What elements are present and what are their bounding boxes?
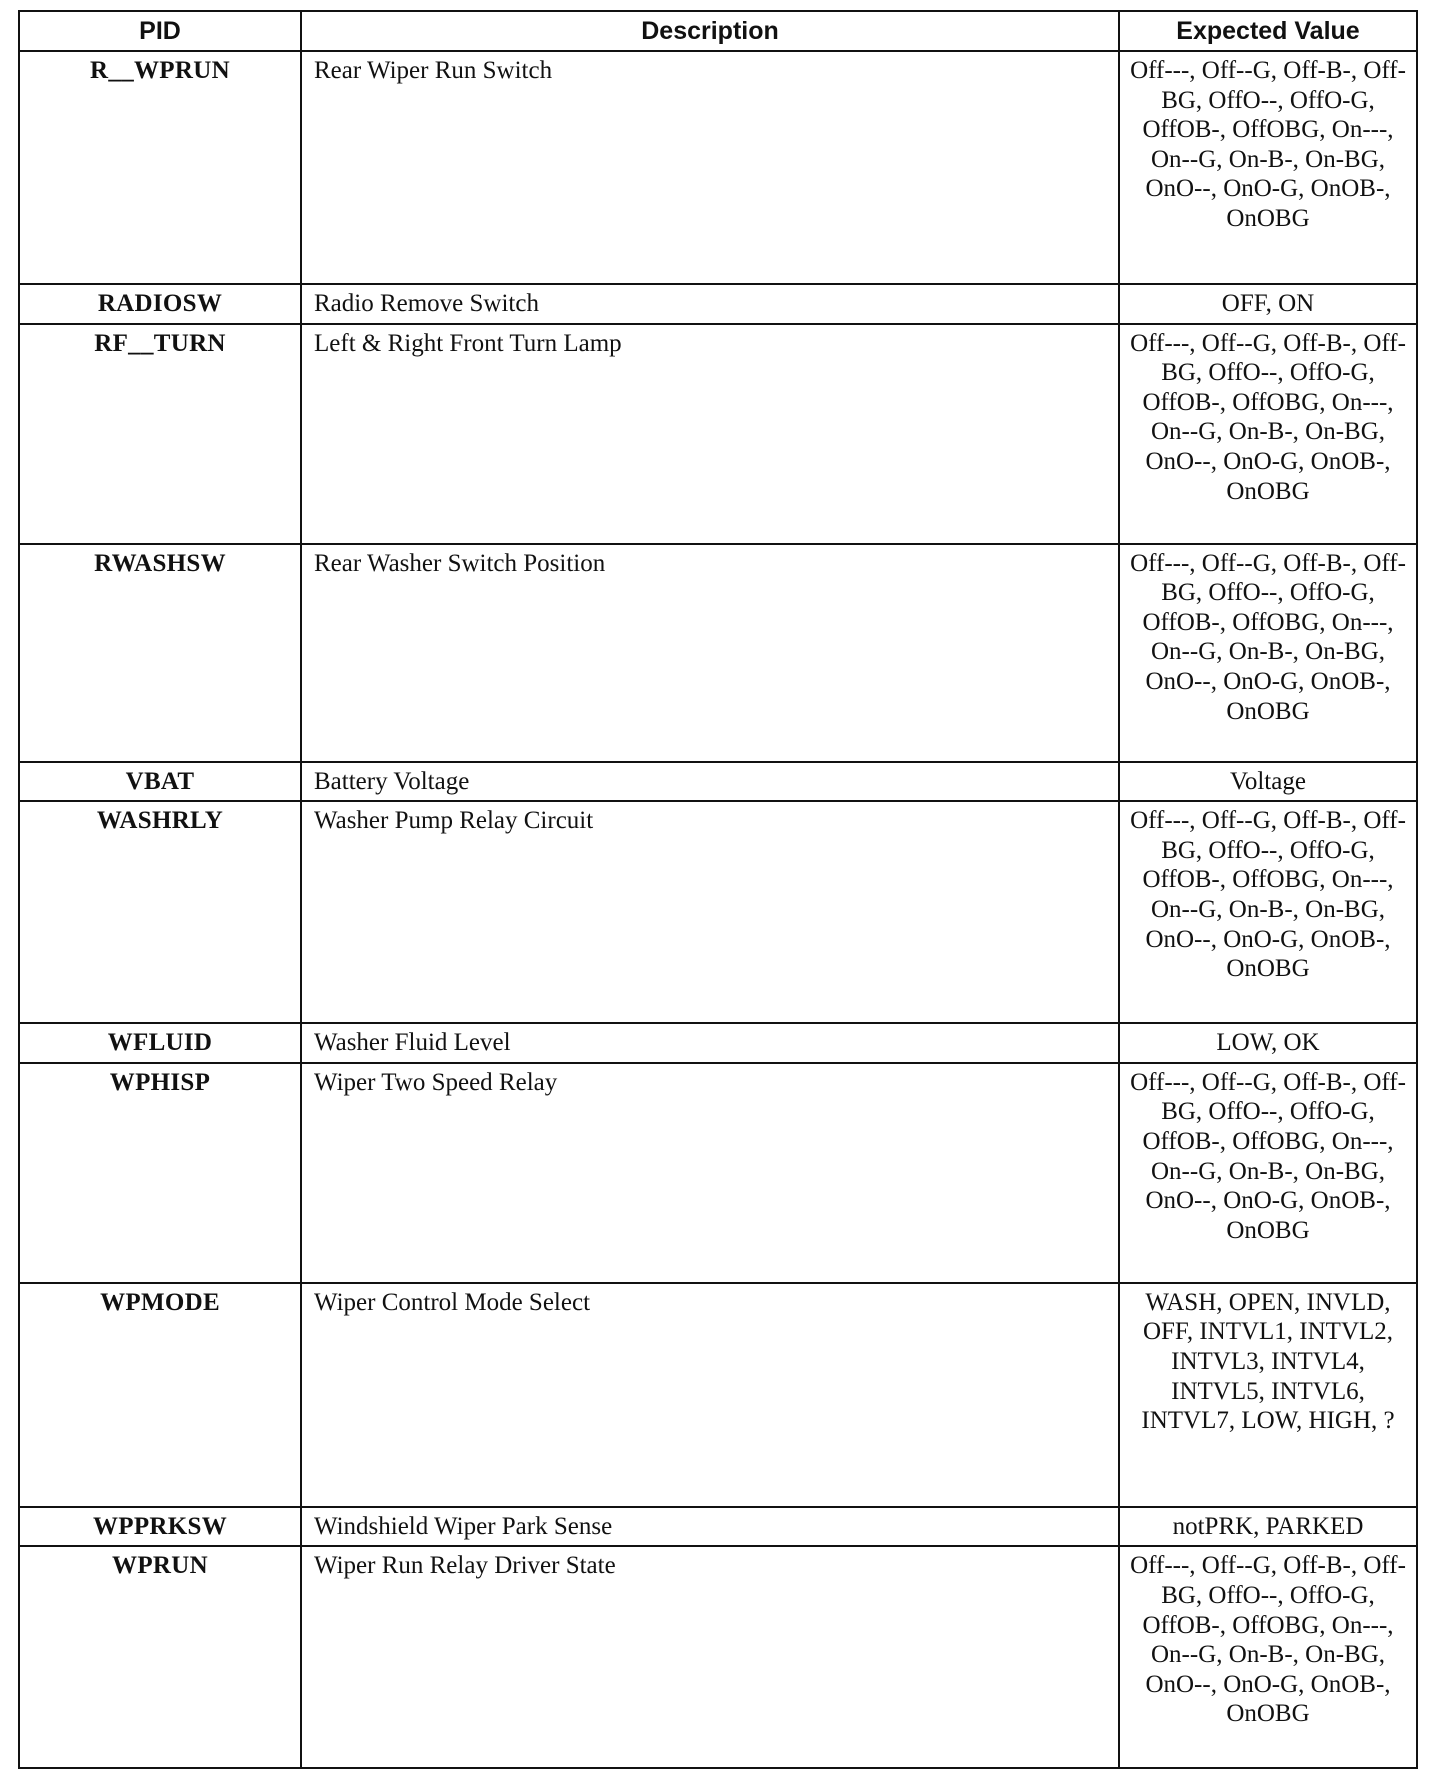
header-expected-value: Expected Value (1119, 11, 1417, 51)
description-cell: Rear Wiper Run Switch (301, 51, 1119, 284)
description-cell: Rear Washer Switch Position (301, 544, 1119, 762)
pid-cell (19, 1546, 301, 1768)
pid-value: VBAT (125, 767, 195, 795)
description-cell: Wiper Two Speed Relay (301, 1063, 1119, 1283)
pid-table (18, 10, 1418, 1769)
expected-value-cell: Off---, Off--G, Off-B-, Off-BG, OffO--, OffO-G, OffOB-, OffOBG, On---, On--G, On-B-, On-BG, OnO--, OnO-G, OnOB-, OnOBG (1119, 324, 1417, 544)
table-row (19, 51, 1417, 284)
pid-value: R__WPRUN (90, 57, 230, 84)
document-page (18, 10, 1416, 1769)
table-row (19, 1023, 1417, 1063)
pid-cell (19, 1023, 301, 1063)
description-cell: Radio Remove Switch (301, 284, 1119, 324)
pid-cell (19, 544, 301, 762)
table-row (19, 1546, 1417, 1768)
table-row (19, 284, 1417, 324)
pid-value: WFLUID (107, 1029, 213, 1057)
table-row (19, 1063, 1417, 1283)
description-cell: Battery Voltage (301, 762, 1119, 802)
table-row (19, 1283, 1417, 1507)
table-row (19, 544, 1417, 762)
table-row (19, 1507, 1417, 1547)
table-row (19, 762, 1417, 802)
pid-cell (19, 284, 301, 324)
description-cell: Wiper Run Relay Driver State (301, 1546, 1119, 1768)
expected-value-cell: Off---, Off--G, Off-B-, Off-BG, OffO--, OffO-G, OffOB-, OffOBG, On---, On--G, On-B-, On-BG, OnO--, OnO-G, OnOB-, OnOBG (1119, 51, 1417, 284)
expected-value-cell: notPRK, PARKED (1119, 1507, 1417, 1547)
pid-value: WPHISP (109, 1068, 211, 1096)
pid-value: WPMODE (100, 1288, 220, 1316)
expected-value-cell: WASH, OPEN, INVLD, OFF, INTVL1, INTVL2, INTVL3, INTVL4, INTVL5, INTVL6, INTVL7, LOW, HIGH, ? (1119, 1283, 1417, 1507)
description-cell: Wiper Control Mode Select (301, 1283, 1119, 1507)
pid-cell (19, 762, 301, 802)
pid-cell (19, 1063, 301, 1283)
pid-cell (19, 1507, 301, 1547)
expected-value-cell: Off---, Off--G, Off-B-, Off-BG, OffO--, OffO-G, OffOB-, OffOBG, On---, On--G, On-B-, On-BG, OnO--, OnO-G, OnOB-, OnOBG (1119, 801, 1417, 1023)
pid-value: RADIOSW (97, 290, 223, 317)
pid-value: WPPRKSW (92, 1512, 228, 1540)
description-cell: Windshield Wiper Park Sense (301, 1507, 1119, 1547)
table-row (19, 324, 1417, 544)
table-row (19, 801, 1417, 1023)
expected-value-cell: Voltage (1119, 762, 1417, 802)
pid-value: RWASHSW (94, 549, 226, 577)
pid-cell (19, 51, 301, 284)
expected-value-cell: Off---, Off--G, Off-B-, Off-BG, OffO--, OffO-G, OffOB-, OffOBG, On---, On--G, On-B-, On-BG, OnO--, OnO-G, OnOB-, OnOBG (1119, 1546, 1417, 1768)
description-cell: Washer Pump Relay Circuit (301, 801, 1119, 1023)
description-cell: Left & Right Front Turn Lamp (301, 324, 1119, 544)
expected-value-cell: LOW, OK (1119, 1023, 1417, 1063)
expected-value-cell: Off---, Off--G, Off-B-, Off-BG, OffO--, OffO-G, OffOB-, OffOBG, On---, On--G, On-B-, On-BG, OnO--, OnO-G, OnOB-, OnOBG (1119, 544, 1417, 762)
pid-cell (19, 801, 301, 1023)
pid-value: WPRUN (112, 1552, 208, 1580)
description-cell: Washer Fluid Level (301, 1023, 1119, 1063)
table-header-row (19, 11, 1417, 51)
header-description: Description (301, 11, 1119, 51)
header-pid: PID (19, 11, 301, 51)
pid-value: WASHRLY (96, 807, 224, 835)
expected-value-cell: Off---, Off--G, Off-B-, Off-BG, OffO--, OffO-G, OffOB-, OffOBG, On---, On--G, On-B-, On-BG, OnO--, OnO-G, OnOB-, OnOBG (1119, 1063, 1417, 1283)
pid-cell (19, 324, 301, 544)
pid-value: RF__TURN (94, 329, 226, 357)
expected-value-cell: OFF, ON (1119, 284, 1417, 324)
pid-cell (19, 1283, 301, 1507)
